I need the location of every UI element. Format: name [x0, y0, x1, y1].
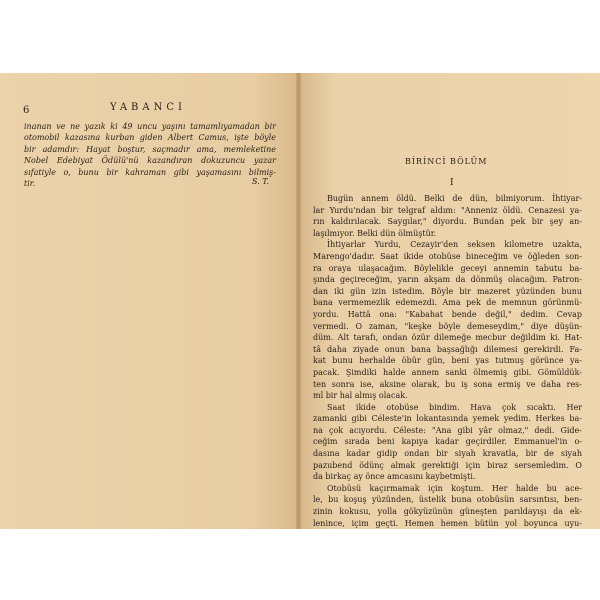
page-number: 6	[23, 105, 30, 116]
body-line: İhtiyarlar Yurdu, Cezayir'den seksen kilometre uzakta,	[327, 240, 582, 250]
body-line: düm. Alt tarafı, ondan özür dilemeğe mecbur değildim ki. Hat-	[313, 333, 582, 343]
body-line: yordu. Hattâ ona: "Kabahat bende değil," dedim. Cevap	[313, 309, 582, 319]
preface-line: inanan ve ne yazık ki 49 uncu yaşını tamamlıyamadan bir	[24, 122, 276, 131]
body-line: vermedi. O zaman, "keşke böyle demeseydim," diye düşün-	[313, 321, 582, 331]
body-line: le, bu koşuş yüzünden, üstelik buna otobüsün sarsıntısı, ben-	[313, 495, 582, 505]
running-head: YABANCI	[110, 102, 186, 113]
body-line: dasına kadar gidip ondan bir siyah kravatla, bir de siyah	[313, 449, 582, 459]
body-line: Marengo'dadır. Saat ikide otobüse bineceğim ve öğleden son-	[313, 251, 582, 261]
preface-text	[24, 121, 276, 189]
body-line: pacak. Şimdiki halde annem sanki ölmemiş gibi. Gömüldük-	[313, 367, 582, 377]
body-line: laşılmıyor. Belki dün ölmüştür.	[313, 228, 437, 238]
body-line: ra oraya ulaşacağım. Böylelikle geceyi annemin tabutu ba-	[313, 263, 582, 273]
preface-line: otomobil kazasına kurban giden Albert Camus, işte böyle	[24, 133, 276, 143]
body-line: na çok acıyordu. Céleste: "Ana gibi yâr olmaz," dedi. Gide-	[313, 425, 582, 435]
body-line: dan iki gün izin istedim. Böyle bir mazeret yüzünden bunu	[313, 286, 582, 296]
body-line: pazubend ödünç almak gerektiği için biraz sersemledim. O	[313, 460, 582, 470]
body-line: lenince, içim geçti. Hemen hemen bütün yol boyunca uyu-	[313, 518, 582, 528]
body-line: şında geçireceğim, yarın akşam da dönmüş olacağım. Patron-	[313, 275, 582, 285]
body-line: kat bunu herhalde öbür gün, beni yas tutmuş görünce ya-	[313, 356, 582, 366]
chapter-title: BİRİNCİ BÖLÜM	[405, 157, 488, 166]
body-line: Otobüsü kaçırmamak için koştum. Her halde bu ace-	[327, 483, 582, 493]
body-line: zinin kokusu, yolla gökyüzünün güneşten parıldayışı da ek-	[313, 507, 582, 517]
body-text	[313, 193, 582, 529]
body-line: da birkaç ay önce amcasını kaybetmişti.	[313, 472, 476, 482]
signature: S. T.	[252, 177, 269, 186]
preface-line: sıfatiyle o, bunu bir kahraman gibi yaşamasını bilmiş-	[24, 167, 276, 177]
body-line: ceğim sırada beni kapıya kadar geçirdiler. Emmanuel'in o-	[313, 437, 582, 447]
preface-line: bir adamdır: Hayat boştur, saçmadır ama, memleketine	[24, 144, 276, 154]
body-line: rın kaldırılacak. Saygılar," diyordu. Bundan pek bir şey an-	[313, 217, 582, 227]
body-line: bana vermemezlik edemezdi. Ama pek de memnun görünmü-	[313, 298, 582, 308]
body-line: tâ daha ziyade onun bana başsağlığı dilemesi gerekirdi. Fa-	[313, 344, 582, 354]
section-numeral: I	[450, 178, 454, 188]
body-line: Saat ikide otobüse bindim. Hava çok sıcaktı. Her	[327, 402, 582, 412]
body-line: Bugün annem öldü. Belki de dün, bilmiyorum. İhtiyar-	[327, 194, 582, 203]
book-gutter	[296, 73, 301, 529]
preface-line: tir.	[24, 179, 36, 189]
body-line: lar Yurdu'ndan bir telgraf aldım: "Anneniz öldü. Cenazesi ya-	[313, 205, 582, 215]
body-line: zamanki gibi Céleste'in lokantasında yemek yedim. Herkes ba-	[313, 414, 582, 424]
body-line: ten sonra ise, aksine olarak, bu iş sona ermiş ve daha res-	[313, 379, 582, 389]
body-line: mî bir hal almış olacak.	[313, 391, 408, 401]
preface-line: Nobel Edebiyat Ödülü'nü kazandıran dokuzuncu yazar	[24, 156, 276, 166]
